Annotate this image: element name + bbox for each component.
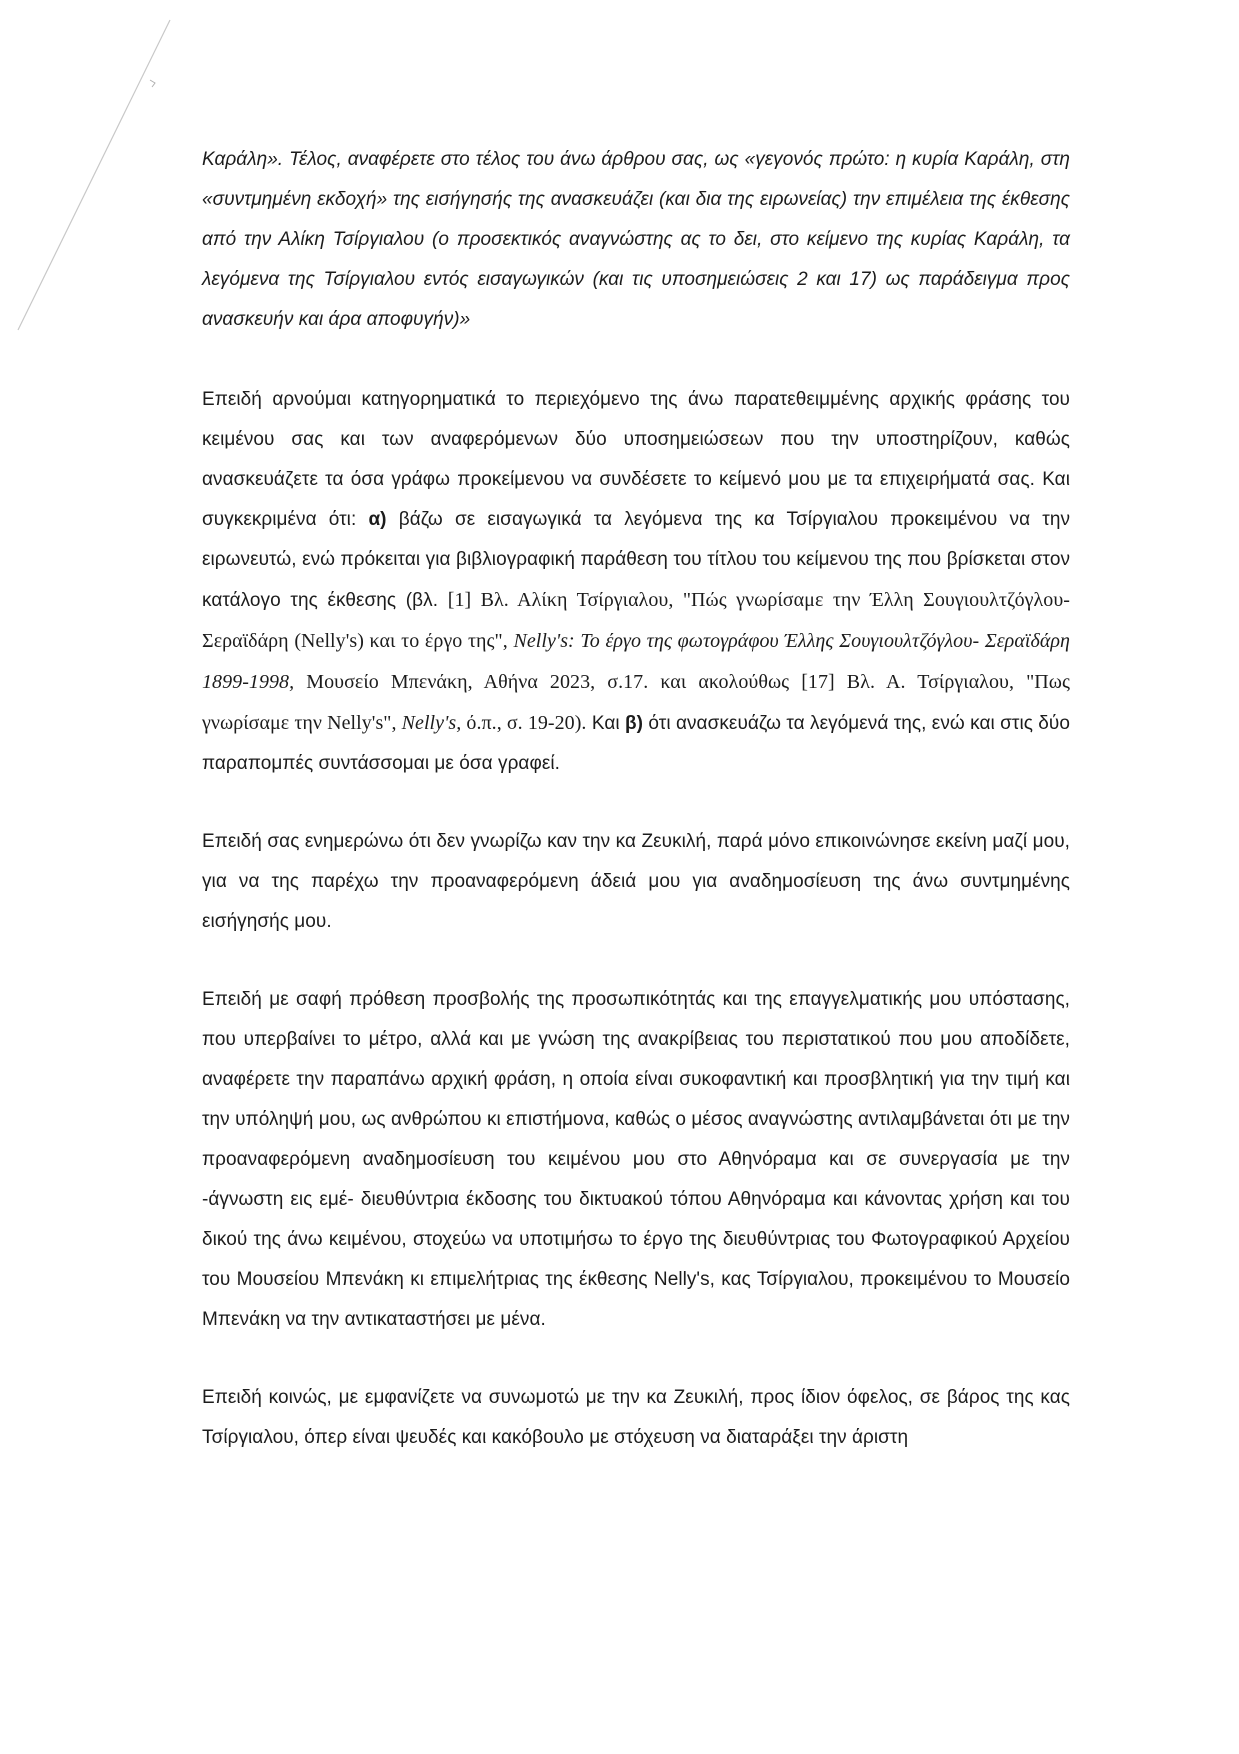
- marker-a: α): [368, 509, 387, 530]
- paragraph-2-intro: Επειδή αρνούμαι κατηγορηματικά το περιεχόμενο της άνω παρατεθειμμένης αρχικής φράσης του κειμένου σας και των αναφερόμενων δύο υποσημειώσεων που την υποστηρίζουν, καθώς ανασκευάζετε τα όσα γράφω προκείμενου να συνδέσετε το κείμενό μου με τα επιχειρήματά σας. Και συγκεκριμένα ότι:: [202, 389, 1070, 530]
- paragraph-2-after-b: ότι ανασκευάζω τα λεγόμενά της, ενώ και στις δύο παραπομπές συντάσσομαι με όσα γραφεί.: [202, 713, 1070, 774]
- marker-b: β): [625, 713, 644, 734]
- paragraph-5: [202, 1378, 1070, 1458]
- paragraph-4: [202, 980, 1070, 1340]
- reference-2-title: Nelly's,: [396, 712, 462, 734]
- paragraph-4-text: Επειδή με σαφή πρόθεση προσβολής της προσωπικότητάς και της επαγγελματικής μου υπόστασης, που υπερβαίνει το μέτρο, αλλά και με γνώση της ανακρίβειας του περιστατικού που μου αποδίδετε, αναφέρετε την παραπάνω αρχική φράση, η οποία είναι συκοφαντική και προσβλητική για την τιμή και την υπόληψή μου, ως ανθρώπου κι επιστήμονα, καθώς ο μέσος αναγνώστης αντιλαμβάνεται ότι με την προαναφερόμενη αναδημοσίευση του κειμένου μου στο Αθηνόραμα και σε συνεργασία με την -άγνωστη εις εμέ- διευθύντρια έκδοσης του δικτυακού τόπου Αθηνόραμα και κάνοντας χρήση και του δικού της άνω κειμένου, στοχεύω να υποτιμήσω το έργο της διευθύντριας του Φωτογραφικού Αρχείου του Μουσείου Μπενάκη κι επιμελήτριας της έκθεσης Nelly's, κας Τσίργιαλου, προκειμένου το Μουσείο Μπενάκη να την αντικαταστήσει με μένα.: [202, 989, 1070, 1330]
- paragraph-2-after-refs: Και: [586, 713, 626, 734]
- reference-1-title: Nelly's: Το έργο της φωτογράφου Έλλης Σουγιουλτζόγλου- Σεραϊδάρη 1899-1998,: [202, 630, 1071, 693]
- scan-fold-mark: [0, 0, 200, 340]
- reference-1: [1] Βλ. Αλίκη Τσίργιαλου, "Πώς γνωρίσαμε την Έλλη Σουγιουλτζόγλου-Σεραϊδάρη (Nelly's) και το έργο της",: [202, 589, 1070, 652]
- document-page: [202, 140, 1070, 1458]
- paragraph-1-text: Καράλη». Τέλος, αναφέρετε στο τέλος του άνω άρθρου σας, ως «γεγονός πρώτο: η κυρία Καράλη, στη «συντμημένη εκδοχή» της εισήγησής της ανασκευάζει (και δια της ειρωνείας) την επιμέλεια της έκθεσης από την Αλίκη Τσίργιαλου (ο προσεκτικός αναγνώστης ας το δει, στο κείμενο της κυρίας Καράλη, τα λεγόμενα της Τσίργιαλου εντός εισαγωγικών (και τις υποσημειώσεις 2 και 17) ως παράδειγμα προς ανασκευήν και άρα αποφυγήν)»: [202, 149, 1070, 330]
- paragraph-2-after-a: βάζω σε εισαγωγικά τα λεγόμενα της κα Τσίργιαλου προκειμένου να την ειρωνευτώ, ενώ πρόκειται για βιβλιογραφική παράθεση του τίτλου του κείμενου της που βρίσκεται στον κατάλογο της έκθεσης (βλ.: [202, 509, 1070, 611]
- paragraph-5-text: Επειδή κοινώς, με εμφανίζετε να συνωμοτώ με την κα Ζευκιλή, προς ίδιον όφελος, σε βάρος της κας Τσίργιαλου, όπερ είναι ψευδές και κακόβουλο με στόχευση να διαταράξει την άριστη: [202, 1387, 1070, 1448]
- reference-1-publisher: Μουσείο Μπενάκη, Αθήνα 2023, σ.17. και ακολούθως [17] Βλ. Α. Τσίργιαλου, "Πως γνωρίσαμε την Nelly's",: [202, 671, 1070, 734]
- reference-2-publisher: ό.π., σ. 19-20).: [461, 712, 587, 734]
- paragraph-2: [202, 380, 1070, 784]
- paragraph-1: [202, 140, 1070, 340]
- paragraph-3-text: Επειδή σας ενημερώνω ότι δεν γνωρίζω καν την κα Ζευκιλή, παρά μόνο επικοινώνησε εκείνη μαζί μου, για να της παρέχω την προαναφερόμενη άδειά μου για αναδημοσίευση της άνω συντμημένης εισήγησής μου.: [202, 831, 1070, 932]
- paragraph-3: [202, 822, 1070, 942]
